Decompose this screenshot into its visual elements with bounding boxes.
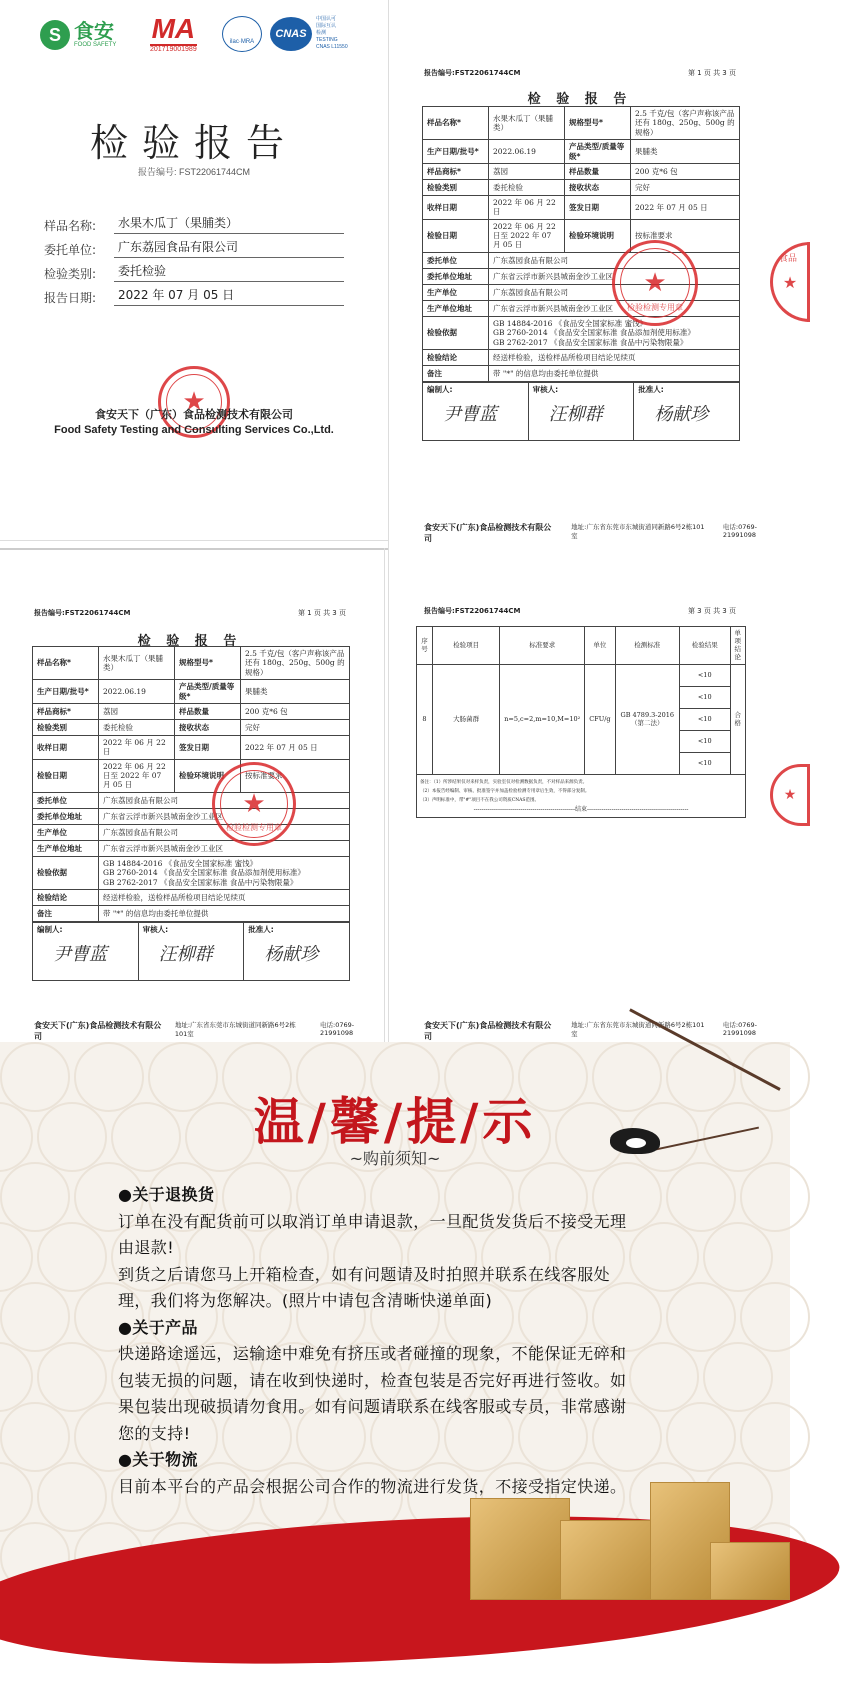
report-row: 委托单位 广东荔园食品有限公司 [423,252,740,268]
report-page-1-copy [0,550,384,1042]
results-table: 序号 检验项目 标准要求 单位 检测标准 检验结果 单项结论 8 大肠菌群 n=5,c=2,m=10,M=10² CFU/g GB 4789.3-2016 （第二法） <10 合格 <10 <10 <10 <10 备注：（1）所涉结果仅对来样负责，实验室仅对检测数据负责，不对样品来源负责。 （2）本报告经编制、审核、批准签字并加盖检验检测专用章后生效，不得部分复制。 （3）声明标准中，带"#"项目不在我公司资质CNAS范围。 --------------------------------------------------结束-------------------------------------------------- [416,626,746,818]
report-title: 检 验 报 告 [527,91,633,106]
banner-section-heading: ●关于产品 [118,1317,198,1337]
cover-field-label: 委托单位: [44,243,97,257]
shian-logo-cn: 食安 [74,21,114,43]
report-row: 备注 带 "*" 的信息均由委托单位提供 [33,905,350,921]
banner-paragraph: 到货之后请您马上开箱检查，如有问题请及时拍照并联系在线客服处理，我们将为您解决。(照片中请包含清晰快递单面) [118,1264,611,1310]
wave-pattern [37,1462,107,1532]
report-row: 检验类别 委托检验 接收状态 完好 [33,719,350,735]
banner-paragraph: 快递路途遥远，运输途中难免有挤压或者碰撞的现象，不能保证无碎和包装无损的问题，请在收到快递时，检查包装是否完好再进行签收。如果包装出现破损请勿食用。如有问题请联系在线客服或专员，非常感谢您的支持! [118,1344,627,1443]
cover-field-row [44,258,344,282]
wave-pattern [629,1222,699,1292]
signature-row: 编制人: 尹曹蓝 审核人: 汪柳群 批准人: 杨献珍 [423,382,740,440]
report-title: 检 验 报 告 [137,633,243,648]
report-footer: 食安天下(广东)食品检测技术有限公司 地址:广东省东莞市东城街道同新路6号2栋101室 电话:0769-21991098 [424,1021,757,1041]
report-row: 检验依据 GB 14884-2016 《食品安全国家标准 蜜饯》 GB 2760-2014 《食品安全国家标准 食品添加剂使用标准》 GB 2762-2017 《食品安全国家标准 食品中污染物限量》 [33,856,350,889]
report-row: 检验结论 经送样检验，送检样品所检项目结论见续页 [423,349,740,365]
signature: 尹曹蓝 [443,404,497,426]
wave-pattern [629,1342,699,1412]
report-seal: ★ 检验检测专用章 [612,240,698,326]
report-seal: ★ 检验检测专用章 [212,762,296,846]
signature: 杨献珍 [264,944,319,966]
wave-pattern [666,1402,736,1472]
report-row: 检验日期 2022 年 06 月 22 日至 2022 年 07 月 05 日 检验环境说明 按标准要求 [33,759,350,792]
page-indicator: 第 3 页 共 3 页 [687,607,736,615]
wave-pattern [666,1282,736,1352]
report-row: 检验日期 2022 年 06 月 22 日至 2022 年 07 月 05 日 检验环境说明 按标准要求 [423,219,740,252]
results-notes: 备注：（1）所涉结果仅对来样负责，实验室仅对检测数据负责，不对样品来源负责。 （2）本报告经编制、审核、批准签字并加盖检验检测专用章后生效，不得部分复制。 （3）声明标准中，带"#"项目不在我公司资质CNAS范围。 --------------------------------------------------结束-------------------------------------------------- [417,774,746,817]
report-row: 备注 带 "*" 的信息均由委托单位提供 [423,365,740,381]
wave-pattern [0,1222,33,1292]
cover-field-row [44,210,344,234]
cnas-logo: CNAS 中国认可 国际互认 检测 TESTING CNAS L11550 [270,16,348,51]
wave-pattern [740,1402,810,1472]
cover-fields [44,210,344,306]
page-indicator: 第 1 页 共 3 页 [297,609,346,617]
report-cover [0,0,388,540]
report-row: 委托单位 广东荔园食品有限公司 [33,792,350,808]
banner-paragraph: 订单在没有配货前可以取消订单申请退款，一旦配货发货后不接受无理由退款! [118,1211,627,1257]
shian-logo-en: FOOD SAFETY [74,42,117,48]
report-row: 生产单位地址 广东省云浮市新兴县城南金沙工业区 [423,300,740,316]
wave-pattern [0,1282,70,1352]
report-row: 生产日期/批号* 2022.06.19 产品类型/质量等级* 果脯类 [33,680,350,704]
wave-pattern [37,1222,107,1292]
logo-row [40,14,370,60]
shian-logo [40,20,116,50]
signature-row: 编制人: 尹曹蓝 审核人: 汪柳群 批准人: 杨献珍 [33,922,350,980]
cover-field-value: 2022 年 07 月 05 日 [114,286,344,306]
cover-field-label: 样品名称: [44,219,97,233]
ma-logo-mark: MA [151,13,196,44]
wave-pattern [0,1402,70,1472]
cover-company-cn: 食安天下（广东）食品检测技术有限公司 [95,409,293,421]
edge-seal: ★ [770,764,810,826]
signature: 汪柳群 [158,944,213,966]
report-page-1 [390,0,798,543]
signature: 杨献珍 [654,404,709,426]
report-row: 检验结论 经送样检验，送检样品所检项目结论见续页 [33,889,350,905]
report-row: 收样日期 2022 年 06 月 22 日 签发日期 2022 年 07 月 05 日 [33,735,350,759]
ma-logo-number: 201719001989 [150,46,197,53]
shian-logo-icon: S [40,20,70,50]
report-row: 样品商标* 荔园 样品数量 200 克*6 包 [423,163,740,179]
report-row: 样品名称* 水果木瓜丁（果脯类） 规格型号* 2.5 千克/包（客户声称该产品还有 180g、250g、500g 的规格） [33,647,350,680]
report-row: 生产单位 广东荔园食品有限公司 [33,824,350,840]
signature: 汪柳群 [548,404,603,426]
wave-pattern [0,1342,33,1412]
results-row: 8 大肠菌群 n=5,c=2,m=10,M=10² CFU/g GB 4789.3-2016 （第二法） <10 合格 [417,664,746,686]
cover-title: 检验报告 [89,121,298,165]
banner-title: 温/馨/提/示 [253,1092,537,1151]
ma-logo [150,14,197,53]
cover-field-value: 委托检验 [114,262,344,282]
report-footer: 食安天下(广东)食品检测技术有限公司 地址:广东省东莞市东城街道同新路6号2栋101室 电话:0769-21991098 [34,1021,355,1041]
page-indicator: 第 1 页 共 3 页 [687,69,736,77]
report-row: 委托单位地址 广东省云浮市新兴县城南金沙工业区 [33,808,350,824]
report-row: 样品名称* 水果木瓜丁（果脯类） 规格型号* 2.5 千克/包（客户声称该产品还有 180g、250g、500g 的规格） [423,107,740,140]
report-no: 报告编号:FST22061744CM [424,69,521,77]
wave-pattern [740,1282,810,1352]
cover-company-en: Food Safety Testing and Consulting Services Co.,Ltd. [54,424,334,436]
wave-pattern [703,1222,773,1292]
banner-subtitle: ~购前须知~ [349,1149,441,1168]
edge-seal: 食品 ★ [770,242,810,322]
wave-pattern [0,1462,33,1532]
report-row: 生产单位 广东荔园食品有限公司 [423,284,740,300]
report-no: 报告编号:FST22061744CM [424,607,521,615]
wave-pattern [37,1342,107,1412]
banner-section-heading: ●关于退换货 [118,1185,215,1204]
report-row: 检验类别 委托检验 接收状态 完好 [423,179,740,195]
banner-body [118,1182,638,1500]
banner-paragraph: 目前本平台的产品会根据公司合作的物流进行发货，不接受指定快递。 [118,1476,627,1496]
cover-field-value: 广东荔园食品有限公司 [114,238,344,258]
signature: 尹曹蓝 [53,944,107,966]
report-row: 检验依据 GB 14884-2016 《食品安全国家标准 蜜饯》 GB 2760-2014 《食品安全国家标准 食品添加剂使用标准》 GB 2762-2017 《食品安全国家标准 食品中污染物限量》 [423,316,740,349]
wave-pattern [703,1342,773,1412]
report-no: 报告编号:FST22061744CM [34,609,131,617]
cover-field-row [44,234,344,258]
cover-field-value: 水果木瓜丁（果脯类） [114,214,344,234]
cover-report-no: 报告编号: FST22061744CM [137,167,251,177]
results-header-row: 序号 检验项目 标准要求 单位 检测标准 检验结果 单项结论 [417,627,746,665]
report-row: 样品商标* 荔园 样品数量 200 克*6 包 [33,703,350,719]
wave-pattern [0,1162,70,1232]
results-end-line: --------------------------------------------------结束-------------------------------------------------- [473,805,689,813]
report-row: 生产日期/批号* 2022.06.19 产品类型/质量等级* 果脯类 [423,140,740,164]
report-table [32,646,350,981]
report-row: 收样日期 2022 年 06 月 22 日 签发日期 2022 年 07 月 05 日 [423,195,740,219]
cover-field-row [44,282,344,306]
reminder-banner [0,1042,790,1600]
report-footer: 食安天下(广东)食品检测技术有限公司 地址:广东省东莞市东城街道同新路6号2栋101室 电话:0769-21991098 [424,523,757,543]
cnas-logo-mark: CNAS [270,17,312,51]
report-row: 生产单位地址 广东省云浮市新兴县城南金沙工业区 [33,840,350,856]
ilac-logo: ilac·MRA [222,16,262,52]
cover-seal: ★ [158,366,230,438]
report-row: 委托单位地址 广东省云浮市新兴县城南金沙工业区 [423,268,740,284]
banner-section-heading: ●关于物流 [118,1450,198,1469]
cover-field-label: 报告日期: [44,291,97,305]
cover-field-label: 检验类别: [44,267,97,281]
report-page-3 [390,550,797,1042]
